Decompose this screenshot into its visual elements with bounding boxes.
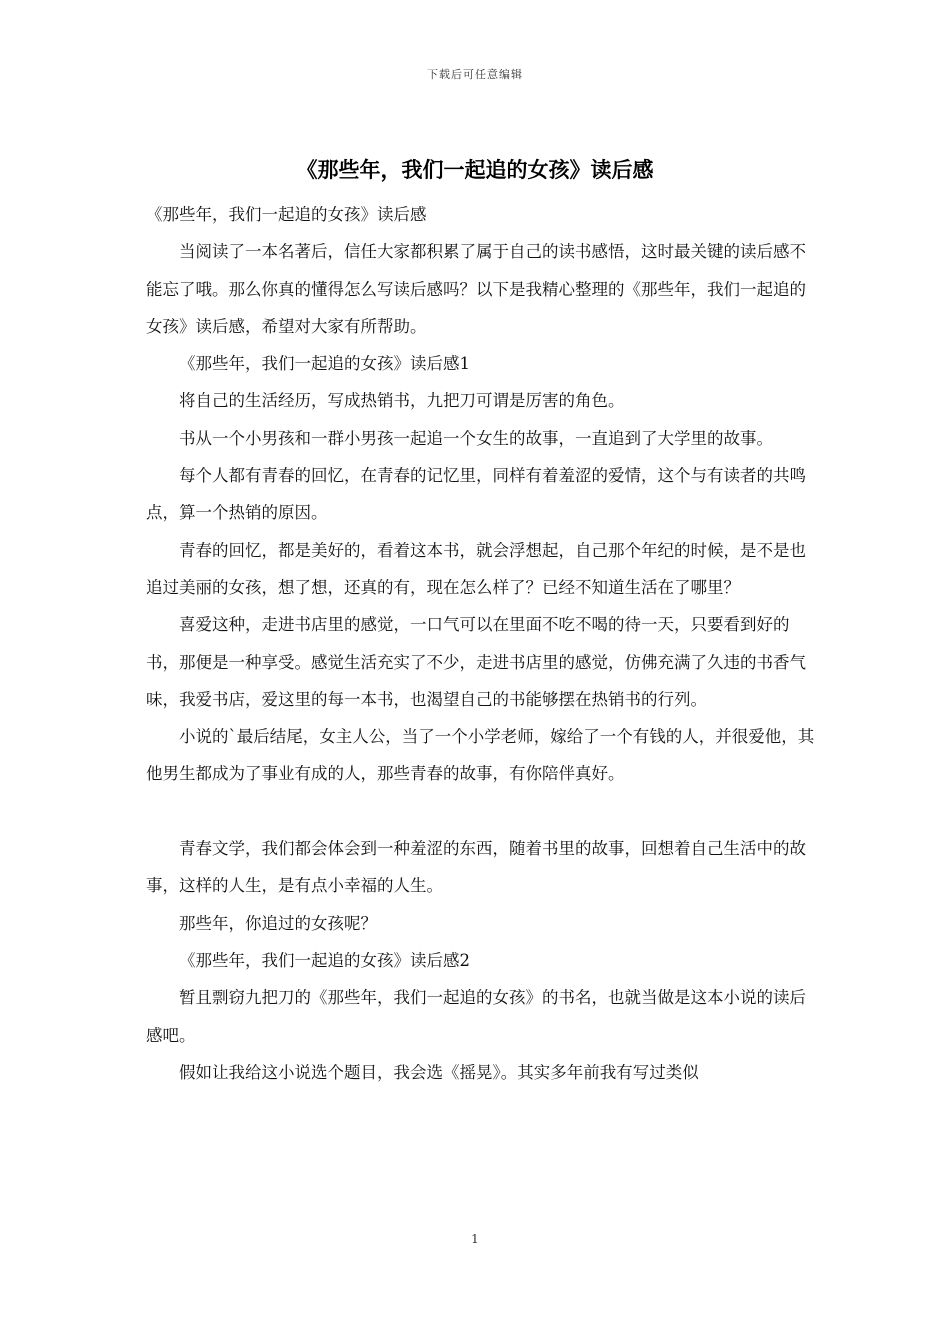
blank-line (146, 793, 816, 830)
subtitle-paragraph: 《那些年，我们一起追的女孩》读后感 (146, 205, 427, 224)
page-header: 下载后可任意编辑 (427, 68, 523, 81)
document-body (146, 196, 816, 1091)
body-paragraph: 喜爱这种，走进书店里的感觉，一口气可以在里面不吃不喝的待一天，只要看到好的书，那便是一种享受。感觉生活充实了不少，走进书店里的感觉，仿佛充满了久违的书香气味，我爱书店，爱这里的每一本书，也渴望自己的书能够摆在热销书的行列。 (146, 615, 806, 709)
body-paragraph: 书从一个小男孩和一群小男孩一起追一个女生的故事，一直追到了大学里的故事。 (179, 428, 773, 448)
body-paragraph: 假如让我给这小说选个题目，我会选《摇晃》。其实多年前我有写过类似 (179, 1062, 699, 1082)
body-paragraph: 暂且剽窃九把刀的《那些年，我们一起追的女孩》的书名，也就当做是这本小说的读后感吧。 (146, 988, 806, 1045)
body-paragraph: 青春的回忆，都是美好的，看着这本书，就会浮想起，自己那个年纪的时候，是不是也追过美丽的女孩，想了想，还真的有，现在怎么样了？已经不知道生活在了哪里？ (146, 540, 806, 597)
body-paragraph: 每个人都有青春的回忆，在青春的记忆里，同样有着羞涩的爱情，这个与有读者的共鸣点，算一个热销的原因。 (146, 466, 806, 523)
body-paragraph: 青春文学，我们都会体会到一种羞涩的东西，随着书里的故事，回想着自己生活中的故事，这样的人生，是有点小幸福的人生。 (146, 839, 806, 896)
section-heading-2: 《那些年，我们一起追的女孩》读后感2 (179, 950, 470, 970)
body-paragraph: 小说的`最后结尾，女主人公，当了一个小学老师，嫁给了一个有钱的人，并很爱他，其他男生都成为了事业有成的人，那些青春的故事，有你陪伴真好。 (146, 727, 815, 784)
body-paragraph: 那些年，你追过的女孩呢？ (179, 913, 377, 933)
body-paragraph: 当阅读了一本名著后，信任大家都积累了属于自己的读书感悟，这时最关键的读后感不能忘了哦。那么你真的懂得怎么写读后感吗？以下是我精心整理的《那些年，我们一起追的女孩》读后感，希望对大家有所帮助。 (146, 242, 806, 336)
page-number: 1 (471, 1232, 479, 1246)
body-paragraph: 将自己的生活经历，写成热销书，九把刀可谓是厉害的角色。 (179, 391, 625, 411)
document-title: 《那些年，我们一起追的女孩》读后感 (296, 158, 654, 182)
section-heading-1: 《那些年，我们一起追的女孩》读后感1 (179, 354, 470, 374)
